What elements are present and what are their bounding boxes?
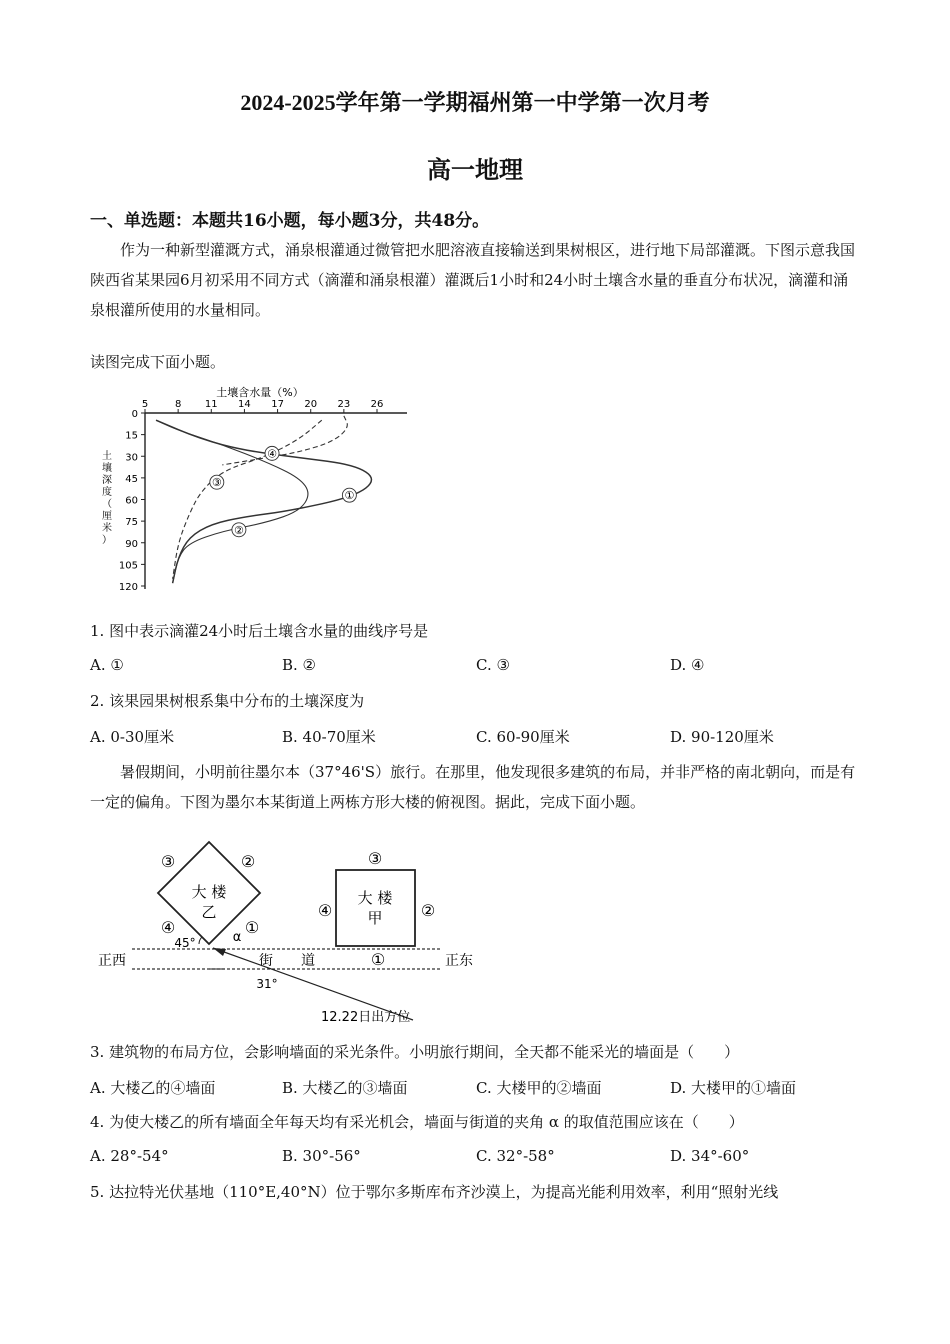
q1-option-d[interactable]: D. ④ [670, 656, 705, 674]
x-tick-label: 20 [304, 399, 318, 410]
y-tick-label: 60 [125, 495, 138, 507]
q4-option-b[interactable]: B. 30°-56° [282, 1147, 361, 1165]
soil-moisture-chart [95, 383, 425, 598]
y-tick-label: 75 [125, 517, 138, 529]
x-tick-label: 23 [337, 399, 351, 410]
east-label: 正东 [445, 953, 473, 969]
y-axis-title-char: （ [102, 499, 112, 510]
subject-title: 高一地理 [427, 158, 523, 184]
x-axis-title: 土壤含水量（%） [216, 386, 304, 399]
x-tick-label: 26 [370, 399, 384, 410]
west-label: 正西 [98, 953, 126, 969]
q3-option-b[interactable]: B. 大楼乙的③墙面 [282, 1079, 408, 1097]
q2-option-c[interactable]: C. 60-90厘米 [476, 728, 570, 746]
building-a-wall-4: ④ [317, 901, 333, 920]
x-tick-label: 17 [271, 399, 284, 410]
y-tick-label: 105 [118, 560, 138, 572]
building-a-label-1: 大 楼 [357, 889, 393, 907]
x-tick-label: 8 [174, 399, 182, 410]
section-heading: 一、单选题：本题共16小题，每小题3分，共48分。 [90, 211, 490, 231]
series-line-4 [222, 416, 347, 465]
series-label-1: ① [344, 489, 355, 503]
series-label-3: ③ [211, 476, 222, 490]
x-tick-label: 11 [204, 399, 218, 410]
passage-2: 暑假期间，小明前往墨尔本（37°46'S）旅行。在那里，他发现很多建筑的布局，并非严格的南北朝向，而是有一定的偏角。下图为墨尔本某街道上两栋方形大楼的俯视图。据此，完成下面小题。 [90, 763, 856, 811]
street-label: 街 [259, 953, 273, 969]
series-label-2: ② [233, 523, 244, 537]
building-b-label-2: 乙 [201, 903, 217, 921]
y-tick-label: 15 [125, 430, 138, 442]
y-axis-title-char: 壤 [102, 463, 112, 474]
y-axis-title-char: 土 [102, 451, 112, 462]
q3-option-c[interactable]: C. 大楼甲的②墙面 [476, 1079, 602, 1097]
angle-arc [199, 937, 202, 944]
y-tick-label: 0 [131, 409, 138, 420]
building-a [336, 870, 415, 946]
building-diagram [95, 835, 485, 1030]
series-label-4: ④ [267, 447, 277, 461]
building-b-wall-1: ① [244, 918, 260, 937]
building-a-label-2: 甲 [367, 909, 383, 927]
building-b-wall-2: ② [240, 852, 256, 871]
q4-option-c[interactable]: C. 32°-58° [476, 1147, 555, 1165]
passage-1: 作为一种新型灌溉方式，涌泉根灌通过微管把水肥溶液直接输送到果树根区，进行地下局部灌溉。下图示意我国陕西省某果园6月初采用不同方式（滴灌和涌泉根灌）灌溉后1小时和24小时土壤含水量的垂直分布状况，滴灌和涌泉根灌所使用的水量相同。 [90, 241, 856, 319]
q1-option-a[interactable]: A. ① [90, 656, 124, 674]
angle-alpha-label: α [232, 930, 242, 945]
q1-option-b[interactable]: B. ② [282, 656, 317, 674]
y-tick-label: 90 [125, 538, 138, 550]
building-b-label-1: 大 楼 [191, 883, 227, 901]
q3-option-a[interactable]: A. 大楼乙的④墙面 [90, 1079, 216, 1097]
exam-title: 2024-2025学年第一学期福州第一中学第一次月考 [240, 90, 710, 115]
y-axis-title-char: 深 [102, 475, 112, 486]
q4-option-d[interactable]: D. 34°-60° [670, 1147, 750, 1165]
q2-option-d[interactable]: D. 90-120厘米 [670, 728, 774, 746]
road-label: 道 [301, 953, 315, 969]
series-line-3 [173, 420, 322, 579]
question-1-stem: 1. 图中表示滴灌24小时后土壤含水量的曲线序号是 [90, 622, 429, 640]
series-line-2 [156, 420, 308, 583]
sunrise-arrowhead [213, 948, 226, 956]
question-2-stem: 2. 该果园果树根系集中分布的土壤深度为 [90, 692, 365, 710]
y-tick-label: 45 [125, 473, 138, 485]
x-tick-label: 5 [141, 399, 149, 410]
building-b-wall-4: ④ [160, 918, 176, 937]
building-b-wall-3: ③ [160, 852, 176, 871]
series-line-1 [156, 420, 371, 583]
question-4-stem: 4. 为使大楼乙的所有墙面全年每天均有采光机会，墙面与街道的夹角 α 的取值范围应该在（ ） [90, 1113, 744, 1131]
y-axis-title-char: ） [102, 535, 112, 546]
y-axis-title-char: 厘 [102, 511, 112, 522]
question-3-stem: 3. 建筑物的布局方位，会影响墙面的采光条件。小明旅行期间，全天都不能采光的墙面是（ ） [90, 1043, 740, 1061]
q2-option-a[interactable]: A. 0-30厘米 [90, 728, 175, 746]
y-tick-label: 30 [125, 452, 138, 464]
angle-45-label: 45° [174, 936, 196, 950]
angle-31-label: 31° [256, 977, 278, 991]
street-wall-1: ① [370, 950, 386, 969]
building-a-wall-2: ② [420, 901, 436, 920]
building-a-wall-3: ③ [367, 849, 383, 868]
q1-option-c[interactable]: C. ③ [476, 656, 510, 674]
question-5-stem: 5. 达拉特光伏基地（110°E,40°N）位于鄂尔多斯库布齐沙漠上，为提高光能利用效率，利用“照射光线 [90, 1183, 779, 1201]
q2-option-b[interactable]: B. 40-70厘米 [282, 728, 376, 746]
passage-1-instruction: 读图完成下面小题。 [90, 353, 226, 371]
y-axis-title-char: 米 [102, 523, 112, 534]
y-tick-label: 120 [118, 582, 138, 593]
y-axis-title-char: 度 [102, 487, 112, 498]
q3-option-d[interactable]: D. 大楼甲的①墙面 [670, 1079, 797, 1097]
q4-option-a[interactable]: A. 28°-54° [90, 1147, 169, 1165]
sunrise-label: 12.22日出方位 [321, 1010, 411, 1025]
x-tick-label: 14 [238, 399, 251, 410]
